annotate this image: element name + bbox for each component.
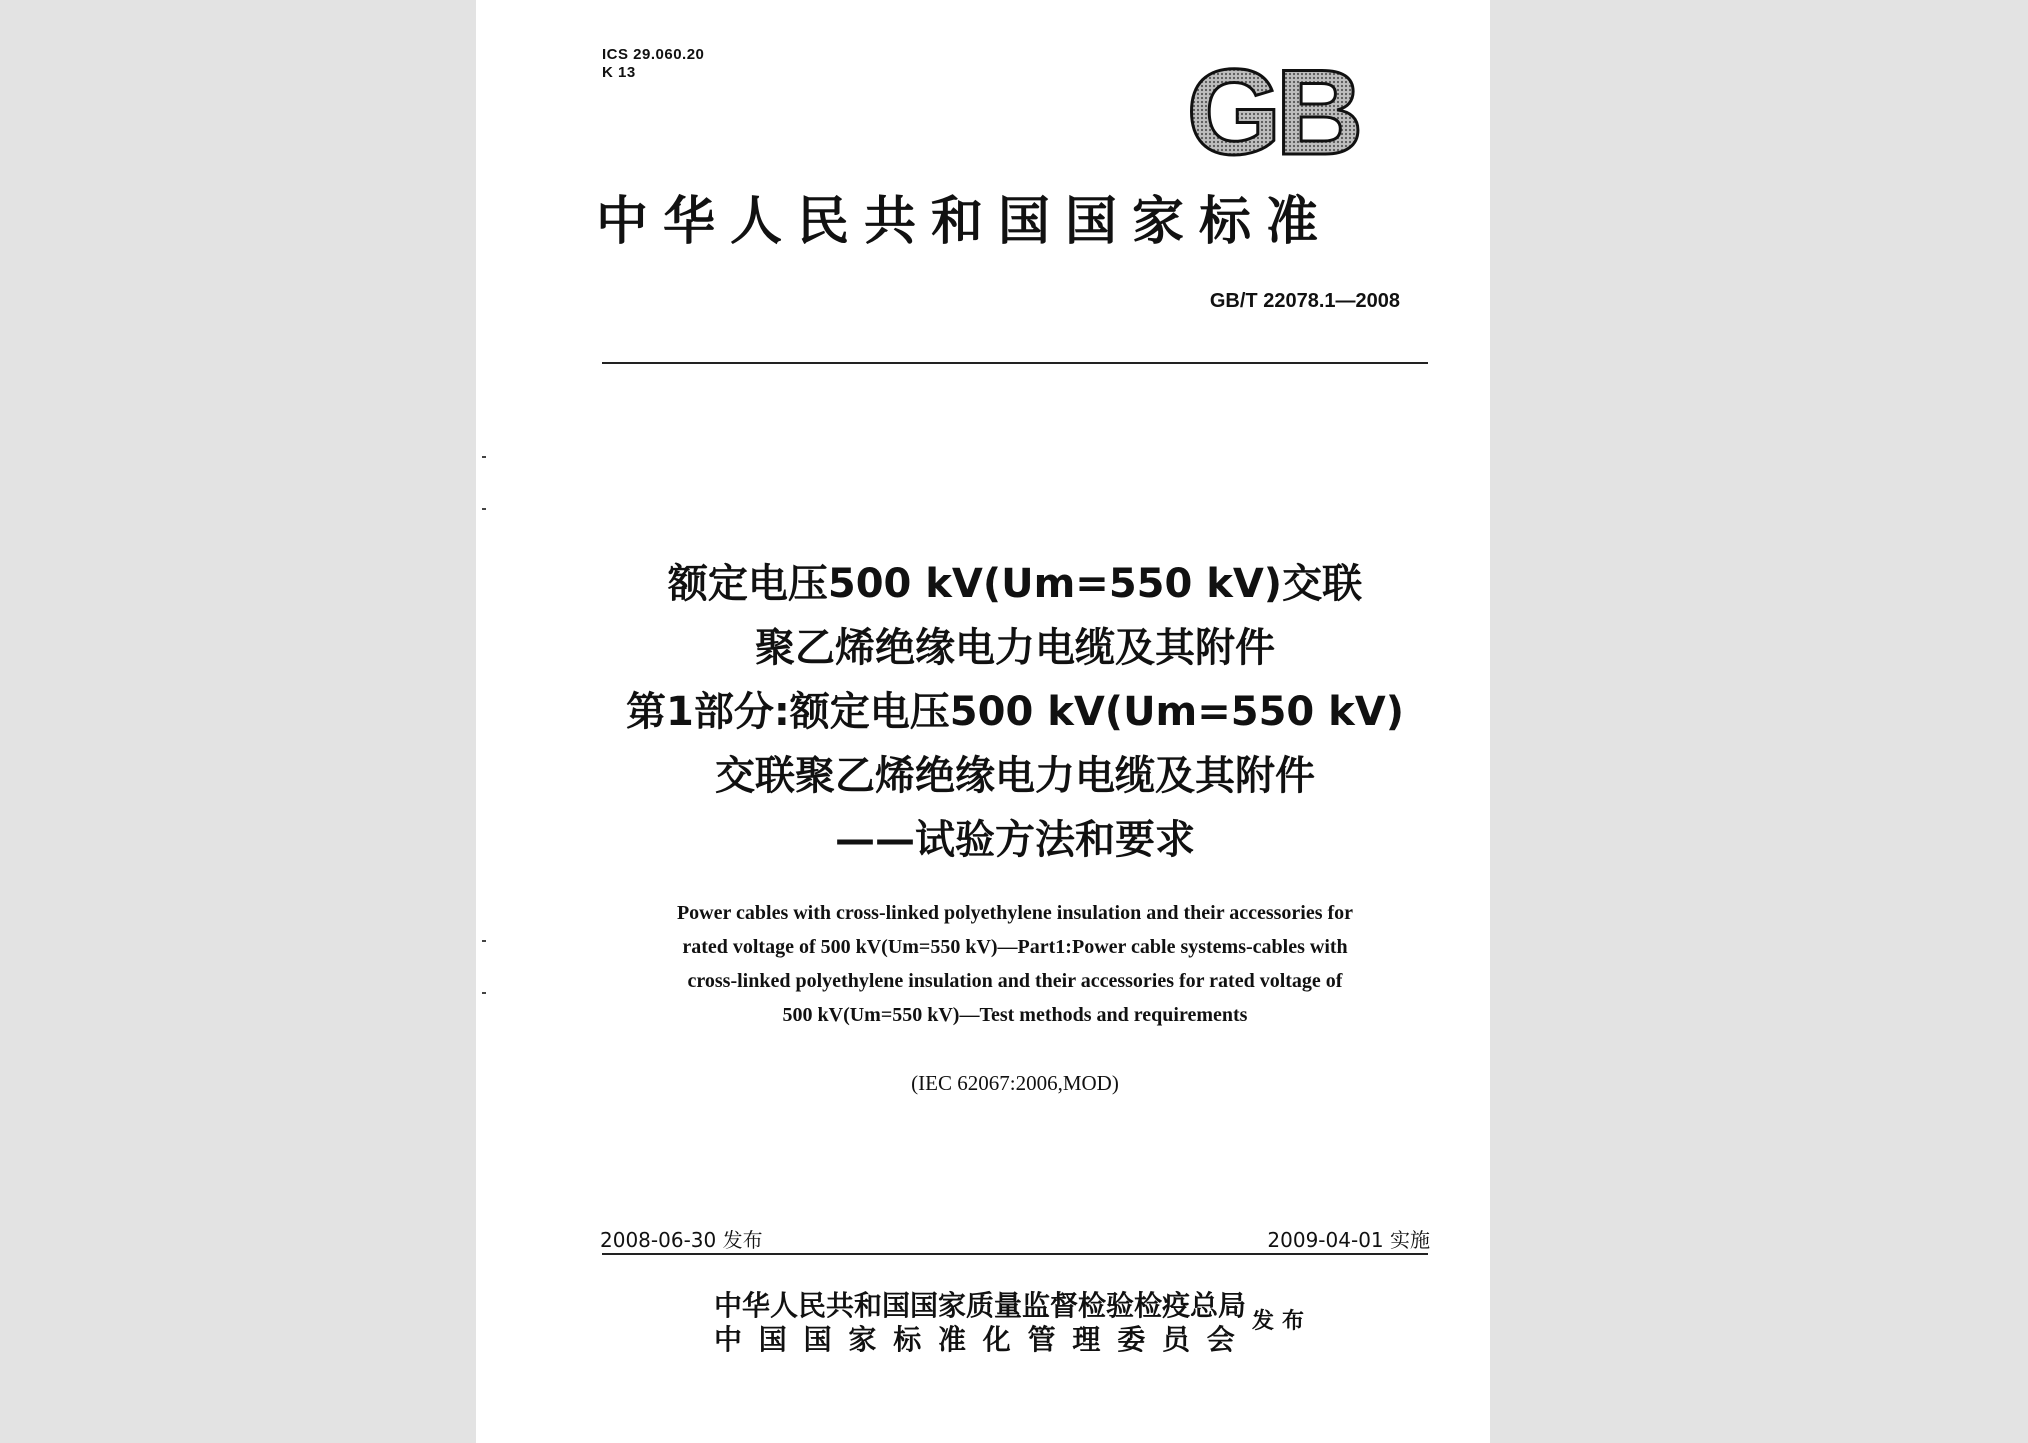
english-title <box>580 896 1450 1032</box>
ics-code: ICS 29.060.20 <box>602 46 705 63</box>
margin-mark <box>482 992 486 994</box>
margin-mark <box>482 456 486 458</box>
issuer-aqsiq: 中华人民共和国国家质量监督检验检疫总局 <box>714 1289 1247 1322</box>
publish-label: 发布 <box>1252 1309 1313 1334</box>
chinese-title-line: 额定电压500 kV(Um=550 kV)交联 <box>667 561 1363 607</box>
english-title-line: Power cables with cross-linked polyethylene insulation and their accessories for <box>676 902 1354 924</box>
footer-divider <box>602 1253 1428 1255</box>
header-divider <box>602 362 1428 364</box>
chinese-title-line: ——试验方法和要求 <box>835 817 1195 863</box>
standard-number: GB/T 22078.1—2008 <box>1209 290 1400 312</box>
chinese-title-line: 第1部分:额定电压500 kV(Um=550 kV) <box>625 689 1405 735</box>
gb-logo-graphic <box>1172 56 1372 168</box>
chinese-title-line: 交联聚乙烯绝缘电力电缆及其附件 <box>715 753 1315 799</box>
english-title-line: cross-linked polyethylene insulation and their accessories for rated voltage of <box>687 970 1343 992</box>
english-title-line: 500 kV(Um=550 kV)—Test methods and requirements <box>782 1004 1248 1026</box>
margin-mark <box>482 508 486 510</box>
adoption-note: (IEC 62067:2006,MOD) <box>911 1071 1119 1095</box>
english-title-line: rated voltage of 500 kV(Um=550 kV)—Part1:Power cable systems-cables with <box>682 936 1348 958</box>
issue-date: 2008-06-30 发布 <box>600 1228 763 1252</box>
ccs-code: K 13 <box>602 64 636 81</box>
chinese-title <box>560 552 1470 872</box>
gb-logo <box>1172 56 1372 168</box>
chinese-title-line: 聚乙烯绝缘电力电缆及其附件 <box>755 625 1275 671</box>
margin-mark <box>482 940 486 942</box>
issuer-sac: 中国国家标准化管理委员会 <box>714 1323 1252 1356</box>
implementation-date: 2009-04-01 实施 <box>1267 1228 1430 1252</box>
national-standard-title: 中华人民共和国国家标准 <box>596 192 1334 252</box>
gb-logo-text: GB <box>1186 56 1358 168</box>
classification-codes <box>602 46 704 82</box>
